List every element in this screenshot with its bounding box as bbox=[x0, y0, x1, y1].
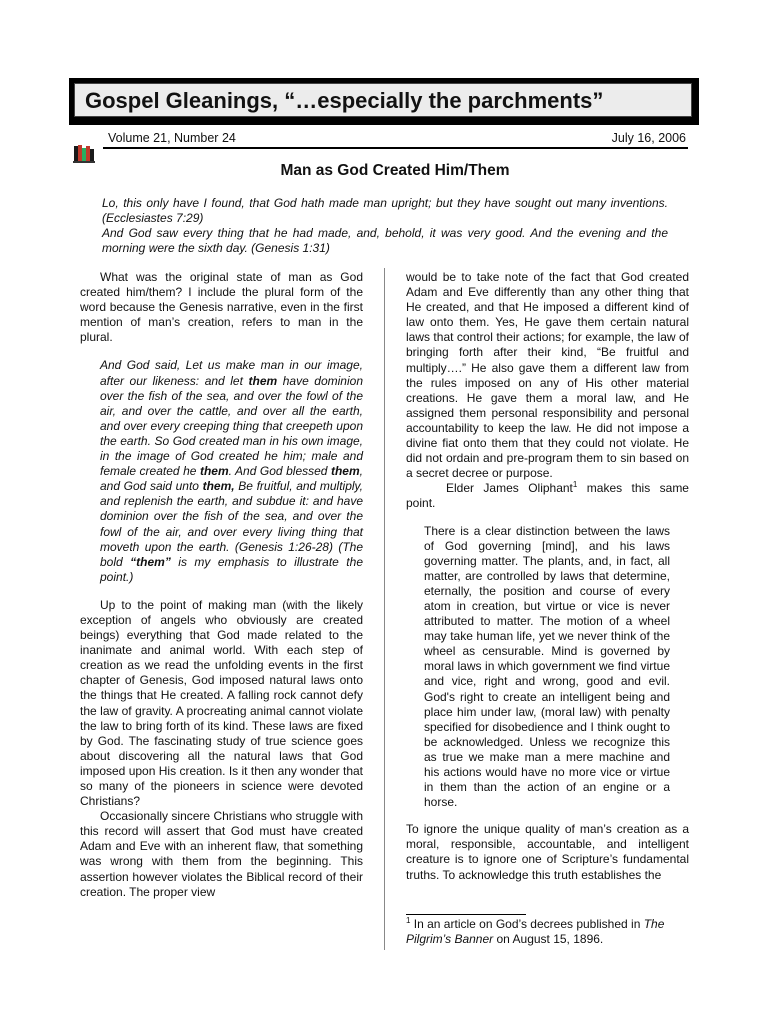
left-column bbox=[80, 270, 363, 900]
paragraph: Occasionally sincere Christians who struggle with this record will assert that God must have created Adam and Eve with an inherent flaw, that something was wrong with them from the beginning. This assertion however violates the Biblical record of their creation. The proper view bbox=[80, 809, 363, 899]
volume-number: Volume 21, Number 24 bbox=[108, 131, 236, 145]
epigraph-verse: And God saw every thing that he had made, and, behold, it was very good. And the evening and the morning were the sixth day. (Genesis 1:31) bbox=[102, 226, 668, 255]
epigraph-verse: Lo, this only have I found, that God hath made man upright; but they have sought out many inventions. (Ecclesiastes 7:29) bbox=[102, 196, 668, 225]
epigraph bbox=[102, 196, 668, 256]
block-quote: There is a clear distinction between the laws of God governing [mind], and his laws governing matter. The plants, and, in fact, all matter, are controlled by laws that determine, eternally, the position and course of every atom in creation, but virtue or vice is never attributed to matter. The motion of a wheel may take human life, yet we never think of the wheel as censurable. Mind is governed by moral laws in which government we find virtue and vice, right and wrong, good and evil. God's right to create an intelligent being and place him under law, (moral law) with penalty specified for disobedience and I think ought to be acknowledged. Unless we recognize this as true we make man a mere machine and his actions would have no more vice or virtue in them than the action of an engine or a horse. bbox=[424, 523, 670, 810]
header-rule bbox=[103, 147, 688, 149]
masthead-panel bbox=[74, 83, 692, 117]
books-icon bbox=[73, 142, 95, 164]
issue-date: July 16, 2006 bbox=[611, 131, 686, 145]
masthead bbox=[69, 78, 699, 125]
paragraph: Up to the point of making man (with the likely exception of angels who obviously are created beings) everything that God made related to the inanimate and animal world. With each step of creation as we read the unfolding events in the first chapter of Genesis, God imposed natural laws onto the things that He created. A falling rock cannot defy the law of gravity. A procreating animal cannot violate the law to bring forth of its kind. These laws are fixed by God. The fascinating study of true science goes about discovering all the natural laws that God imposed upon His creation. Is it then any wonder that so many of the pioneers in science were devoted Christians? bbox=[80, 597, 363, 809]
paragraph: would be to take note of the fact that God created Adam and Eve differently than any other thing that He created, and that He imposed a different kind of law onto them. Yes, He gave them certain natural laws that control their actions; for example, the law of bringing forth after their kind, “Be fruitful and multiply….” He also gave them a different law from the rules imposed on any of His other material creations. He gave them a moral law, and He assigned them personal responsibility and personal accountability to keep the law. He did not impose a divine fiat onto them that they could not violate. He did not ordain and pre-program them to sin based on a secret decree or purpose. bbox=[406, 270, 689, 481]
paragraph: Elder James Oliphant$^1$ makes this same point. bbox=[406, 480, 689, 511]
footnote: $^1$ In an article on God’s decrees published in The Pilgrim’s Banner on August 15, 1896. bbox=[406, 916, 665, 946]
right-column bbox=[406, 270, 689, 883]
article-title: Man as God Created Him/Them bbox=[280, 162, 510, 179]
newsletter-title: Gospel Gleanings, “…especially the parchments” bbox=[85, 88, 604, 113]
scripture-quote: And God said, Let us make man in our image, after our likeness: and let them have dominion over the fish of the sea, and over the fowl of the air, and over the cattle, and over all the earth, and over every creeping thing that creepeth upon the earth. So God created man in his own image, in the image of God created he him; male and female created he them. And God blessed them, and God said unto them, Be fruitful, and multiply, and replenish the earth, and subdue it: and have dominion over the fish of the sea, and over the fowl of the air, and over every living thing that moveth upon the earth. (Genesis 1:26-28) (The bold “them” is my emphasis to illustrate the point.) bbox=[100, 358, 363, 584]
paragraph: To ignore the unique quality of man’s creation as a moral, responsible, accountable, and intelligent creature is to ignore one of Scripture’s fundamental truths. To acknowledge this truth establishes the bbox=[406, 822, 689, 882]
footnote-rule bbox=[406, 914, 526, 915]
footnote-marker[interactable]: 1 bbox=[572, 480, 578, 490]
paragraph: What was the original state of man as God created him/them? I include the plural form of the word because the Genesis narrative, even in the first mention of man’s creation, refers to man in the plural. bbox=[80, 270, 363, 345]
column-divider bbox=[384, 268, 385, 950]
